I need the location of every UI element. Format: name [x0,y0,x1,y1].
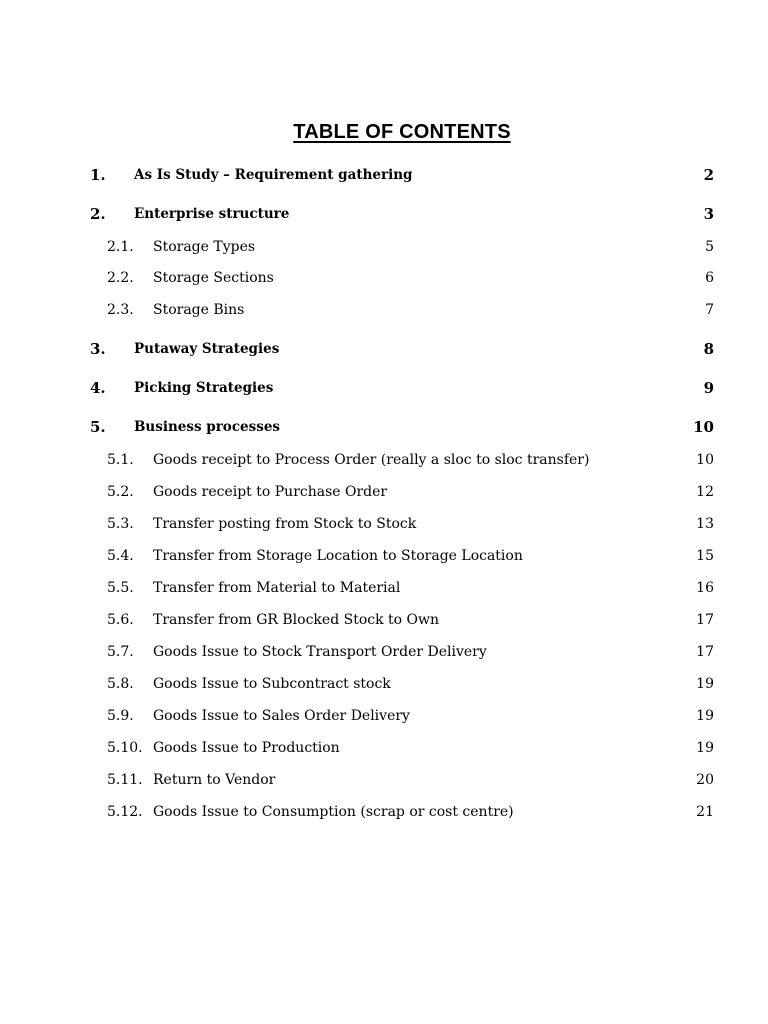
toc-entry-page: 3 [703,205,714,223]
toc-entry-title: Putaway Strategies [134,341,280,357]
toc-subentry[interactable] [0,672,768,696]
toc-entry-number: 5.4. [107,548,134,564]
toc-subentry[interactable] [0,544,768,568]
toc-entry-title: Storage Sections [153,270,274,286]
toc-entry-page: 15 [696,548,714,564]
toc-entry-number: 5.9. [107,708,134,724]
toc-entry-page: 19 [696,676,714,692]
toc-entry-page: 17 [696,644,714,660]
toc-subentry[interactable] [0,512,768,536]
toc-entry-number: 4. [90,379,106,397]
toc-subentry[interactable] [0,640,768,664]
page-title: TABLE OF CONTENTS [293,121,511,143]
toc-entry-number: 5.10. [107,740,143,756]
toc-entry-number: 5.6. [107,612,134,628]
toc-subentry[interactable] [0,704,768,728]
toc-entry-number: 5.5. [107,580,134,596]
toc-entry-page: 12 [696,484,714,500]
toc-entry-title: Enterprise structure [134,206,290,222]
toc-entry-number: 2.2. [107,270,134,286]
toc-entry[interactable] [0,376,768,400]
toc-subentry[interactable] [0,266,768,290]
toc-subentry[interactable] [0,448,768,472]
toc-entry-number: 5. [90,418,106,436]
toc-entry-title: Picking Strategies [134,380,274,396]
toc-entry-page: 2 [703,166,714,184]
toc-entry-page: 6 [705,270,714,286]
toc-entry-title: Goods receipt to Purchase Order [153,484,388,500]
toc-entry-title: As Is Study – Requirement gathering [134,167,413,183]
toc-entry-page: 5 [705,239,714,255]
toc-entry-title: Goods Issue to Stock Transport Order Delivery [153,644,487,660]
toc-subentry[interactable] [0,800,768,824]
toc-subentry[interactable] [0,576,768,600]
toc-entry-page: 19 [696,708,714,724]
toc-entry[interactable] [0,337,768,361]
toc-entry-title: Transfer from Material to Material [153,580,401,596]
toc-entry-page: 10 [696,452,714,468]
toc-entry-page: 9 [703,379,714,397]
toc-entry-page: 19 [696,740,714,756]
toc-entry-page: 10 [693,418,714,436]
toc-entry-number: 5.8. [107,676,134,692]
toc-entry-title: Goods Issue to Production [153,740,340,756]
toc-entry-title: Storage Types [153,239,256,255]
toc-entry-title: Storage Bins [153,302,245,318]
toc-entry-page: 8 [703,340,714,358]
toc-entry-page: 17 [696,612,714,628]
toc-entry-page: 7 [705,302,714,318]
toc-entry-page: 20 [696,772,714,788]
toc-entry-page: 13 [696,516,714,532]
toc-subentry[interactable] [0,608,768,632]
toc-entry-page: 21 [696,804,714,820]
toc-entry-title: Goods Issue to Sales Order Delivery [153,708,410,724]
toc-entry-title: Goods Issue to Consumption (scrap or cost centre) [153,804,514,820]
toc-entry-title: Transfer from GR Blocked Stock to Own [153,612,440,628]
toc-entry[interactable] [0,163,768,187]
toc-entry-title: Business processes [134,419,281,435]
toc-entry-title: Transfer from Storage Location to Storage Location [153,548,523,564]
toc-entry-number: 2. [90,205,106,223]
toc-entry-number: 2.3. [107,302,134,318]
toc-subentry[interactable] [0,235,768,259]
toc-subentry[interactable] [0,768,768,792]
toc-entry-number: 3. [90,340,106,358]
toc-entry-number: 5.3. [107,516,134,532]
toc-entry-number: 5.7. [107,644,134,660]
toc-subentry[interactable] [0,736,768,760]
toc-entry-title: Return to Vendor [153,772,276,788]
toc-subentry[interactable] [0,298,768,322]
toc-entry-number: 5.1. [107,452,134,468]
toc-subentry[interactable] [0,480,768,504]
toc-entry[interactable] [0,202,768,226]
toc-entry[interactable] [0,415,768,439]
toc-entry-title: Transfer posting from Stock to Stock [153,516,417,532]
toc-entry-title: Goods receipt to Process Order (really a sloc to sloc transfer) [153,452,590,468]
toc-entry-title: Goods Issue to Subcontract stock [153,676,391,692]
toc-entry-page: 16 [696,580,714,596]
toc-entry-number: 5.12. [107,804,143,820]
toc-entry-number: 2.1. [107,239,134,255]
toc-entry-number: 5.11. [107,772,143,788]
toc-entry-number: 5.2. [107,484,134,500]
toc-entry-number: 1. [90,166,106,184]
